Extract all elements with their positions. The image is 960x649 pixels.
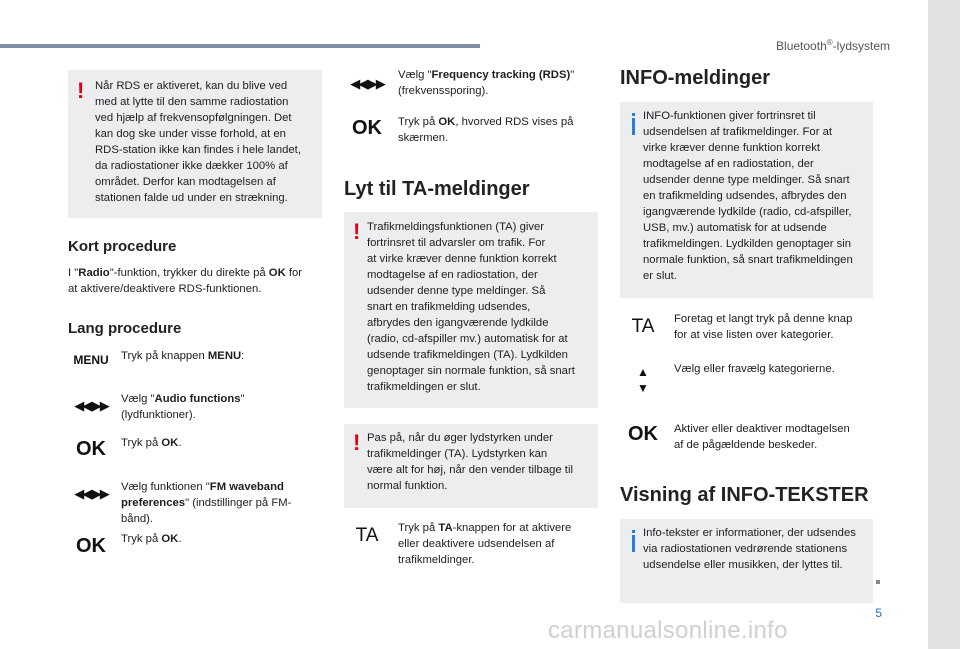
warning-icon: ! — [77, 78, 85, 103]
step-activate-messages: Aktiver eller deaktiver modtagelsen af de pågældende beskeder. — [674, 423, 850, 451]
ok-button-icon: OK — [76, 438, 106, 460]
step-category-list: Foretag et langt tryk på denne knap for at vise listen over kategorier. — [674, 313, 853, 341]
step-ok-2: Tryk på OK. — [121, 533, 182, 545]
visning-heading: Visning af INFO-TEKSTER — [620, 484, 869, 506]
info-icon — [628, 530, 638, 552]
ok-button-icon: OK — [76, 535, 106, 557]
page-marker — [876, 580, 880, 584]
step-ok-rds: Tryk på OK, hvorved RDS vises på skærmen. — [398, 116, 574, 144]
step-select-categories: Vælg eller fravælg kategorierne. — [674, 363, 835, 375]
kort-procedure-text: I "Radio"-funktion, trykker du direkte på OK for at aktivere/deaktivere RDS-funktionen. — [68, 267, 303, 295]
step-ta-toggle: Tryk på TA-knappen for at aktivere eller deaktivere udsendelsen af trafikmeldinger. — [398, 522, 572, 566]
page-number: 5 — [875, 606, 882, 620]
ok-button-icon: OK — [628, 423, 658, 445]
ta-heading: Lyt til TA-meldinger — [344, 178, 530, 200]
up-down-arrows-icon: ▲ ▼ — [637, 365, 649, 395]
rds-warning-box: ! Når RDS er aktiveret, kan du blive ved med at lytte til den samme radiostation ved hjælp af frekvensopfølgningen. Det kan dog ske under visse forhold, at en RDS-station ikke kan findes i hele landet, da radiostationer ikke dækker 100% af området. Derfor kan modtagelsen af stationen falde ud under en strækning. — [68, 70, 322, 218]
watermark: carmanualsonline.info — [548, 617, 788, 644]
ok-button-icon: OK — [352, 117, 382, 139]
step-audio-functions: Vælg "Audio functions" (lydfunktioner). — [121, 393, 245, 421]
lang-procedure-heading: Lang procedure — [68, 320, 182, 337]
warning-icon: ! — [353, 430, 361, 455]
step-frequency-tracking: Vælg "Frequency tracking (RDS)" (frekvenssporing). — [398, 69, 575, 97]
ta-button-icon: TA — [355, 525, 379, 546]
step-ok-1: Tryk på OK. — [121, 437, 182, 449]
info-heading: INFO-meldinger — [620, 67, 771, 89]
left-right-arrows-icon: ◀◀ ▶▶ — [350, 76, 384, 91]
ta-button-icon: TA — [631, 316, 655, 337]
info-icon — [628, 113, 638, 135]
page-edge-tab — [928, 0, 960, 649]
step-fm-waveband: Vælg funktionen "FM waveband preferences" (indstillinger på FM- bånd). — [121, 481, 292, 525]
kort-procedure-heading: Kort procedure — [68, 238, 177, 255]
left-right-arrows-icon: ◀◀ ▶▶ — [74, 486, 108, 501]
volume-warning-box: ! Pas på, når du øger lydstyrken under trafikmeldinger (TA). Lydstyrken kan være alt for høj, når den vender tilbage til normal funktion. — [344, 424, 598, 508]
warning-icon: ! — [353, 219, 361, 244]
menu-button-icon: MENU — [73, 353, 109, 367]
visning-info-box: Info-tekster er informationer, der udsendes via radiostationen vedrørende stationens udsendelse eller musikken, der lyttes til. — [620, 519, 873, 603]
ta-warning-box: ! Trafikmeldingsfunktionen (TA) giver fortrinsret til advarsler om trafik. For at virke kræver denne funktion korrekt modtagelse af en radiostation, der udsender denne type meldinger. Så snart en trafikmelding udsendes, afbrydes den igangværende lydkilde (radio, cd-afspiller mv.) automatisk for at udsende trafikmeldingen (TA). Lydkilden genoptager sin normale funktion, så snart trafikmeldingen er slut. — [344, 212, 598, 408]
step-menu: Tryk på knappen MENU: — [121, 350, 245, 362]
section-title: Bluetooth®-lydsystem — [776, 38, 890, 53]
header-rule — [0, 44, 480, 48]
left-right-arrows-icon: ◀◀ ▶▶ — [74, 398, 108, 413]
info-box: INFO-funktionen giver fortrinsret til udsendelsen af trafikmeldinger. For at virke kræver denne funktion korrekt modtagelse af en radiostation, der udsender denne type meldinger. Så snart en trafikmelding udsendes, afbrydes den igangværende lydkilde (radio, cd-afspiller, USB, mv.) automatisk for at udsende trafikmeldingen. Lydkilden genoptager sin normale funktion, så snart trafikmeldingen er slut. — [620, 102, 873, 298]
